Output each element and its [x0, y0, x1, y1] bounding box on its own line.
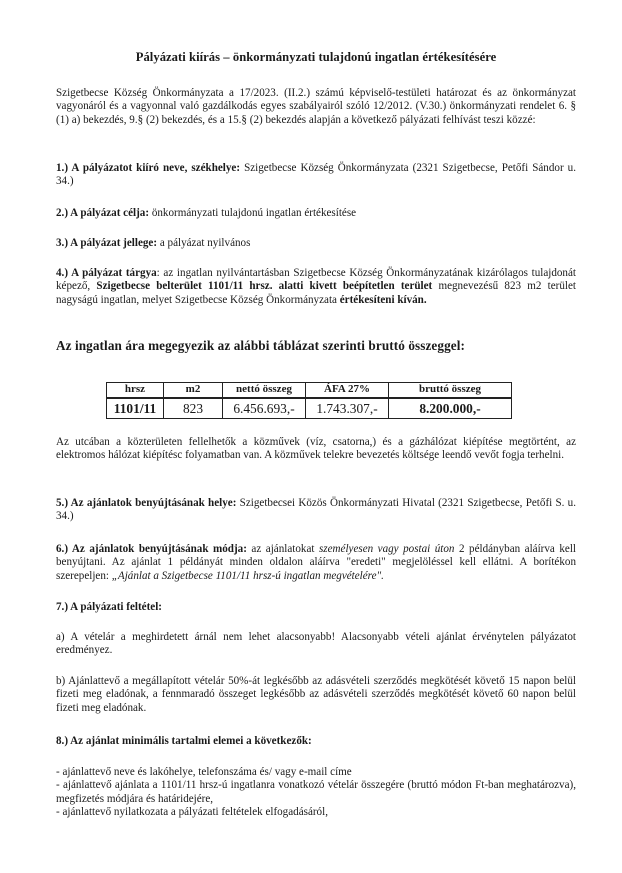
section-7-label: 7.) A pályázati feltétel:	[56, 601, 162, 613]
section-5-label: 5.) Az ajánlatok benyújtásának helye:	[56, 497, 237, 509]
section-6-text-a: az ajánlatokat	[246, 543, 319, 555]
section-4-text-a: : az ingatlan nyilvántartásban Szigetbecse Község Önkormányzatának kizárólagos tulajdonát képező,	[56, 267, 576, 293]
section-2-label: 2.) A pályázat célja:	[56, 207, 150, 219]
price-table-cell-hrsz: 1101/11	[107, 398, 164, 419]
price-table-header-hrsz: hrsz	[107, 383, 164, 399]
section-1-text: Szigetbecse Község Önkormányzata (2321 Szigetbecse, Petőfi Sándor u. 34.)	[56, 162, 576, 188]
section-6-label: 6.) Az ajánlatok benyújtásának módja:	[56, 543, 247, 555]
section-7-condition-a: a) A vételár a meghirdetett árnál nem lehet alacsonyabb! Alacsonyabb vételi ajánlat érvénytelen pályázatot eredményez.	[56, 631, 576, 657]
section-8-list	[56, 766, 576, 819]
section-8-label: 8.) Az ajánlat minimális tartalmi elemei a következők:	[56, 735, 312, 747]
intro-paragraph: Szigetbecse Község Önkormányzata a 17/2023. (II.2.) számú képviselő-testületi határozat és az önkormányzat vagyonáról és a vagyonnal való gazdálkodás egyes szabályairól szóló 12/2012. (V.30.) önkormányzati rendelet 6. § (1) a) bekezdés, 9.§ (2) bekezdés, és a 15.§ (2) bekezdés alapján a következő pályázati felhívást teszi közzé:	[56, 87, 576, 126]
price-table-cell-afa: 1.743.307,-	[306, 398, 389, 419]
section-4-bold-b: értékesíteni kíván.	[339, 293, 427, 306]
section-1	[56, 162, 576, 189]
section-6-italic-b: „Ajánlat a Szigetbecse 1101/11 hrsz-ú ingatlan megvételére".	[111, 569, 384, 582]
section-1-label: 1.) A pályázatot kiíró neve, székhelye:	[56, 162, 241, 174]
section-4-label: 4.) A pályázat tárgya	[56, 267, 157, 279]
list-item: - ajánlattevő nyilatkozata a pályázati feltételek elfogadásáról,	[56, 805, 328, 818]
section-3-label: 3.) A pályázat jellege:	[56, 237, 158, 249]
list-item: - ajánlattevő ajánlata a 1101/11 hrsz-ú ingatlanra vonatkozó vételár összegére (bruttó módon Ft-ban meghatározva), megfizetés módjára és határidejére,	[56, 779, 576, 805]
price-table-header-brutto: bruttó összeg	[389, 383, 512, 399]
section-5-text: Szigetbecsei Közös Önkormányzati Hivatal (2321 Szigetbecse, Petőfi S. u. 34.)	[56, 497, 577, 523]
utilities-paragraph: Az utcában a közterületen fellelhetők a közművek (víz, csatorna,) és a gázhálózat kiépítése megtörtént, az elektromos hálózat kiépítésc folyamatban van. A közművek telekre bevezetés költsége leendő vevőt fogja terhelni.	[56, 436, 576, 462]
price-table-header-netto: nettó összeg	[223, 383, 306, 399]
price-table-cell-brutto: 8.200.000,-	[389, 398, 512, 419]
price-table-header-afa: ÁFA 27%	[306, 383, 389, 399]
price-table-cell-m2: 823	[164, 398, 223, 419]
price-table	[106, 382, 512, 419]
section-6-text-b: 2 példányban aláírva kell benyújtani. Az ajánlat 1 példányát minden oldalon aláírva "eredeti" megjelöléssel kell ellátni. A borítékon szerepeljen:	[56, 543, 576, 582]
list-item: - ajánlattevő neve és lakóhelye, telefonszáma és/ vagy e-mail címe	[56, 766, 352, 778]
section-6-italic-a: személyesen vagy postai úton	[318, 543, 455, 555]
price-table-cell-netto: 6.456.693,-	[223, 398, 306, 419]
section-2-text: önkormányzati tulajdonú ingatlan értékesítése	[149, 207, 357, 219]
price-heading: Az ingatlan ára megegyezik az alábbi táblázat szerinti bruttó összeggel:	[56, 338, 465, 353]
section-6	[56, 543, 576, 583]
price-table-header-row	[107, 383, 512, 399]
section-5	[56, 497, 576, 524]
section-2	[56, 207, 576, 220]
section-4-bold-a: Szigetbecse belterület 1101/11 hrsz. alatti kivett beépítetlen terület	[96, 280, 433, 293]
section-3	[56, 237, 576, 250]
section-3-text: a pályázat nyilvános	[157, 237, 251, 249]
section-4-text-b: megnevezésű 823 m2 terület nagyságú ingatlan, melyet Szigetbecse Község Önkormányzata	[56, 280, 576, 306]
section-4	[56, 267, 576, 307]
price-table-row	[107, 398, 512, 419]
price-table-header-m2: m2	[164, 383, 223, 399]
section-7-condition-b: b) Ajánlattevő a megállapított vételár 50%-át legkésőbb az adásvételi szerződés megkötését követő 15 napon belül fizeti meg eladónak, a fennmaradó összeget legkésőbb az adásvételi szerződés megkötését követő 60 napon belül fizeti meg eladónak.	[56, 675, 576, 714]
document-title: Pályázati kiírás – önkormányzati tulajdonú ingatlan értékesítésére	[135, 50, 497, 64]
